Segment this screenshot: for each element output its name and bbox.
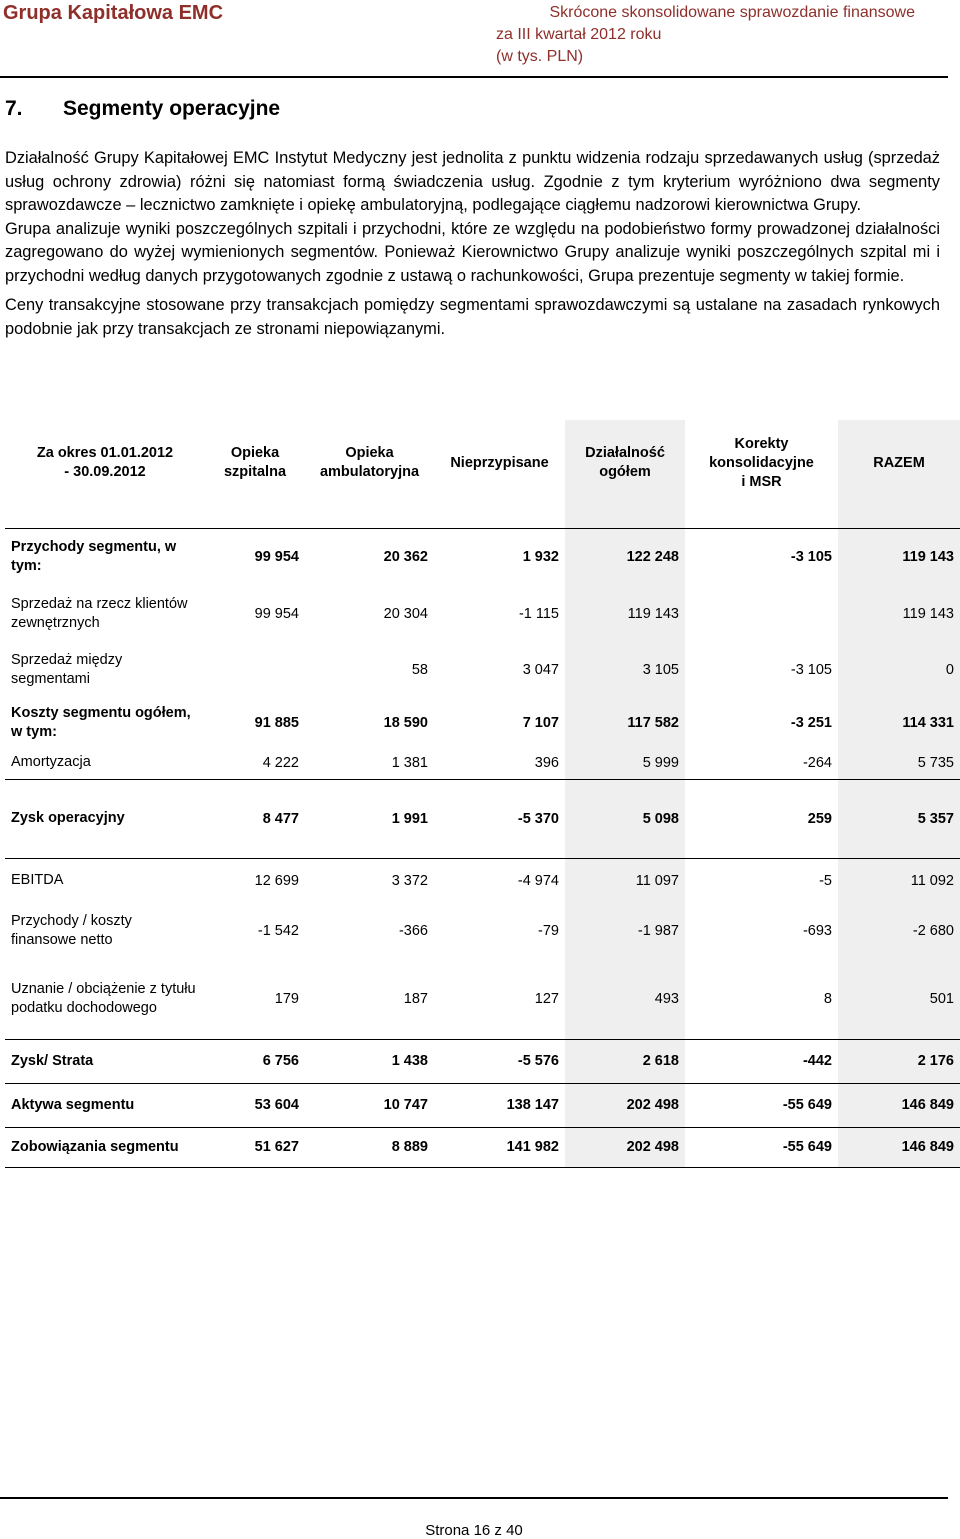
cell: -1 115 <box>518 605 559 622</box>
cell: 2 618 <box>565 1039 685 1083</box>
row-label: Sprzedaż na rzecz klientów zewnętrznych <box>11 595 188 631</box>
section-title: Segmenty operacyjne <box>63 97 281 120</box>
cell: 259 <box>685 779 838 858</box>
cell: -264 <box>685 747 838 779</box>
cell <box>685 585 838 642</box>
cell: 58 <box>411 662 428 678</box>
section-body <box>5 147 940 341</box>
row-label: Amortyzacja <box>5 747 205 779</box>
cell: 6 756 <box>205 1039 305 1083</box>
report-currency: (w tys. PLN) <box>496 48 584 65</box>
cell: 493 <box>565 959 685 1039</box>
table-row <box>5 698 960 747</box>
cell: 20 304 <box>383 605 428 622</box>
table-row <box>5 528 960 585</box>
cell: -693 <box>802 923 832 939</box>
cell: 3 047 <box>522 662 559 678</box>
cell: 8 889 <box>305 1127 434 1167</box>
cell: 99 954 <box>254 605 299 622</box>
cell: 202 498 <box>565 1083 685 1127</box>
header-adjustments: Korekty konsolidacyjne i MSR <box>709 435 814 490</box>
section-number: 7. <box>5 97 23 120</box>
cell: 5 098 <box>565 779 685 858</box>
cell: 0 <box>838 642 960 698</box>
table-row <box>5 747 960 779</box>
company-name: Grupa Kapitałowa EMC <box>3 2 224 24</box>
row-label: Zysk operacyjny <box>5 779 205 858</box>
cell: 53 604 <box>205 1083 305 1127</box>
cell: 127 <box>434 959 565 1039</box>
row-label: Sprzedaż między segmentami <box>11 652 123 687</box>
cell: 119 143 <box>565 585 685 642</box>
cell: 119 143 <box>838 585 960 642</box>
cell: 20 362 <box>305 528 434 585</box>
cell: 18 590 <box>383 714 428 731</box>
cell: 2 176 <box>838 1039 960 1083</box>
cell: 12 699 <box>254 872 299 889</box>
cell: 8 477 <box>205 779 305 858</box>
row-label: EBITDA <box>11 872 64 889</box>
report-title: Skrócone skonsolidowane sprawozdanie finansowe <box>549 4 915 21</box>
cell: 202 498 <box>565 1127 685 1167</box>
cell: 122 248 <box>565 528 685 585</box>
row-label: Koszty segmentu ogółem, w tym: <box>11 704 191 740</box>
row-label: Przychody segmentu, w tym: <box>5 528 205 585</box>
cell: 141 982 <box>434 1127 565 1167</box>
cell: -1 542 <box>257 923 299 939</box>
cell: 187 <box>305 959 434 1039</box>
cell: 138 147 <box>434 1083 565 1127</box>
cell: 3 105 <box>565 642 685 698</box>
cell: 10 747 <box>305 1083 434 1127</box>
page-number: Strona 16 z 40 <box>425 1522 523 1539</box>
cell: 119 143 <box>838 528 960 585</box>
header-outpatient-care: Opieka ambulatoryjna <box>319 445 420 480</box>
header-divider <box>0 76 948 78</box>
cell: 179 <box>205 959 305 1039</box>
table-row <box>5 779 960 858</box>
table-header-row <box>5 420 960 506</box>
row-label: Przychody / koszty finansowe netto <box>11 913 132 948</box>
cell: 8 <box>685 959 838 1039</box>
cell: 146 849 <box>838 1127 960 1167</box>
table-row <box>5 959 960 1039</box>
report-period: za III kwartał 2012 roku <box>496 26 662 43</box>
header-hospital-care: Opieka szpitalna <box>223 445 287 480</box>
paragraph-3: Ceny transakcyjne stosowane przy transakcjach pomiędzy segmentami sprawozdawczymi są ustalane na zasadach rynkowych podobnie jak przy transakcjach ze stronami niepowiązanymi. <box>5 296 940 338</box>
spacer-row <box>5 506 960 528</box>
table-row <box>5 1039 960 1083</box>
table-row <box>5 642 960 698</box>
cell: -1 987 <box>565 903 685 959</box>
cell: -3 105 <box>685 528 838 585</box>
cell: 7 107 <box>522 714 559 731</box>
cell: 1 438 <box>305 1039 434 1083</box>
cell: -5 <box>819 872 832 889</box>
header-total-activity: Działalność ogółem <box>565 420 685 506</box>
cell: 5 357 <box>838 779 960 858</box>
cell: 501 <box>838 959 960 1039</box>
cell: 99 954 <box>205 528 305 585</box>
header-total: RAZEM <box>838 420 960 506</box>
cell: -3 105 <box>790 662 832 678</box>
cell: -442 <box>685 1039 838 1083</box>
paragraph-1: Działalność Grupy Kapitałowej EMC Instytut Medyczny jest jednolita z punktu widzenia rodzaju sprzedawanych usług (sprzedaż usług ochrony zdrowia) różni się natomiast formą świadczenia usług. Zgodnie z tym kryterium wyróżniono dwa segmenty sprawozdawcze – lecznictwo zamknięte i opiekę ambulatoryjną, podlegające ciągłemu nadzorowi kierownictwa Grupy. <box>5 149 940 214</box>
footer-divider <box>0 1497 948 1499</box>
cell: 117 582 <box>565 698 685 747</box>
cell: 146 849 <box>838 1083 960 1127</box>
cell: -3 251 <box>790 714 832 731</box>
cell: 11 097 <box>565 858 685 903</box>
paragraph-2: Grupa analizuje wyniki poszczególnych szpitali i przychodni, które ze względu na podobieństwo formy prowadzonej działalności zagregowano do wyżej wymienionych segmentów. Ponieważ Kierownictwo Grupy analizuje wyniki poszczególnych szpital mi i przychodni według danych przygotowanych zgodnie z ustawą o rachunkowości, Grupa prezentuje segmenty w takiej formie. <box>5 219 940 285</box>
table-row <box>5 585 960 642</box>
row-label: Zobowiązania segmentu <box>5 1127 205 1167</box>
section-heading <box>5 97 280 121</box>
cell: 91 885 <box>254 714 299 731</box>
cell: 5 735 <box>838 747 960 779</box>
page-header <box>0 0 960 70</box>
row-label: Uznanie / obciążenie z tytułu podatku dochodowego <box>5 959 205 1039</box>
cell: 1 381 <box>305 747 434 779</box>
cell: -5 576 <box>434 1039 565 1083</box>
cell: 51 627 <box>205 1127 305 1167</box>
cell: 1 932 <box>434 528 565 585</box>
cell: 5 999 <box>565 747 685 779</box>
table-row <box>5 858 960 903</box>
table-row <box>5 1083 960 1127</box>
cell: -79 <box>538 923 559 939</box>
cell: 3 372 <box>391 872 428 889</box>
cell: 11 092 <box>838 858 960 903</box>
cell: 4 222 <box>205 747 305 779</box>
cell <box>205 642 305 698</box>
table-row <box>5 903 960 959</box>
cell: 396 <box>434 747 565 779</box>
cell: -4 974 <box>517 872 559 889</box>
segments-table <box>5 420 960 1168</box>
table-row <box>5 1127 960 1167</box>
cell: 1 991 <box>305 779 434 858</box>
cell: -55 649 <box>685 1083 838 1127</box>
cell: -5 370 <box>434 779 565 858</box>
cell: -366 <box>398 923 428 939</box>
cell: -55 649 <box>685 1127 838 1167</box>
header-period: Za okres 01.01.2012 - 30.09.2012 <box>36 445 174 480</box>
header-unallocated: Nieprzypisane <box>450 454 549 471</box>
row-label: Aktywa segmentu <box>5 1083 205 1127</box>
row-label: Zysk/ Strata <box>5 1039 205 1083</box>
cell: -2 680 <box>838 903 960 959</box>
cell: 114 331 <box>838 698 960 747</box>
